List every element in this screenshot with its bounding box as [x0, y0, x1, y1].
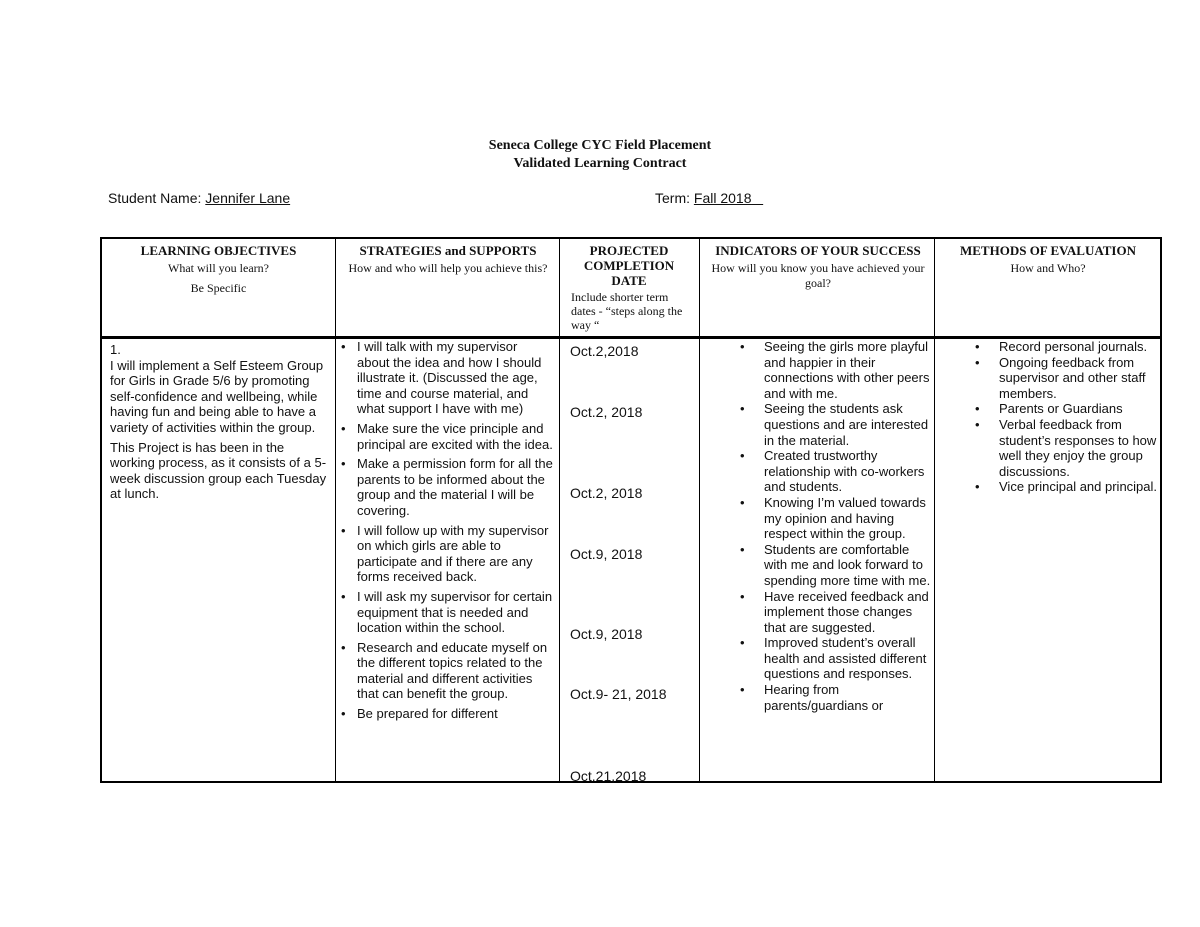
column-header-subtitle: How and Who?: [1010, 261, 1086, 275]
bullet-icon: •: [341, 706, 346, 722]
list-item: • Make sure the vice principle and principal are excited with the idea.: [341, 420, 553, 452]
student-name-value: Jennifer Lane: [205, 190, 291, 206]
column-header-subtitle: Be Specific: [190, 281, 247, 295]
bullet-icon: •: [341, 522, 346, 538]
list-item: • Created trustworthy relationship with co-workers and students.: [740, 448, 925, 495]
list-item: • Improved student’s overall health and assisted different questions and responses.: [740, 635, 927, 682]
column-header-learning-objectives: [102, 243, 335, 296]
list-item: • I will follow up with my supervisor on which girls are able to participate and if there are any forms received back.: [341, 522, 549, 585]
column-header-indicators: [705, 243, 931, 291]
column-header-note: Include shorter term dates - “steps along the way “: [571, 290, 683, 332]
indicators-list: [736, 339, 932, 713]
column-header-title: STRATEGIES and SUPPORTS: [359, 243, 537, 258]
bullet-icon: •: [341, 420, 346, 436]
student-name-field: [108, 189, 290, 207]
term-field: [655, 189, 763, 207]
objective-text: I will implement a Self Esteem Group for Girls in Grade 5/6 by promoting self-confidence and wellbeing, while having fun and being able to have a variety of activities within the group.: [110, 357, 324, 435]
list-item: • Hearing from parents/guardians or: [740, 682, 884, 713]
list-item: • Vice principal and principal.: [975, 479, 1158, 495]
list-item: • Ongoing feedback from supervisor and other staff members.: [975, 354, 1146, 401]
completion-date: Oct.2,2018: [570, 343, 639, 359]
column-divider: [335, 239, 336, 781]
term-value: Fall 2018: [693, 190, 752, 206]
completion-date: Oct.2, 2018: [570, 404, 643, 420]
column-header-completion-date: [565, 243, 693, 332]
column-divider: [699, 239, 700, 781]
column-header-subtitle: How will you know you have achieved your goal?: [711, 261, 925, 290]
completion-date: Oct.9- 21, 2018: [570, 686, 667, 702]
bullet-icon: •: [975, 479, 980, 495]
document-subtitle: Validated Learning Contract: [513, 156, 687, 171]
bullet-icon: •: [740, 448, 745, 464]
strategies-list: [337, 339, 553, 726]
column-header-strategies: [342, 243, 554, 276]
list-item: • Seeing the girls more playful and happier in their connections with other peers and with me.: [740, 339, 930, 401]
bullet-icon: •: [740, 635, 745, 651]
column-header-title: LEARNING OBJECTIVES: [140, 243, 297, 258]
bullet-icon: •: [975, 401, 980, 417]
bullet-icon: •: [740, 541, 745, 557]
bullet-icon: •: [740, 339, 745, 354]
list-item: • Students are comfortable with me and look forward to spending more time with me.: [740, 541, 931, 588]
column-header-title: INDICATORS OF YOUR SUCCESS: [715, 243, 921, 258]
bullet-icon: •: [341, 588, 346, 604]
column-header-title: METHODS OF EVALUATION: [959, 243, 1136, 258]
document-title: Seneca College CYC Field Placement: [488, 138, 712, 153]
list-item: • Record personal journals.: [975, 339, 1148, 354]
list-item: • I will ask my supervisor for certain equipment that is needed and location within the school.: [341, 588, 553, 636]
list-item: • Parents or Guardians: [975, 401, 1123, 417]
column-header-subtitle: How and who will help you achieve this?: [348, 261, 548, 275]
list-item: • Seeing the students ask questions and are interested in the material.: [740, 401, 929, 448]
list-item: • Have received feedback and implement those changes that are suggested.: [740, 588, 929, 635]
bullet-icon: •: [740, 588, 745, 604]
bullet-icon: •: [341, 639, 346, 655]
bullet-icon: •: [341, 339, 346, 354]
evaluation-methods-list: [970, 339, 1160, 495]
list-item: • Make a permission form for all the parents to be informed about the group and the material I will be covering.: [341, 456, 553, 518]
list-item: • Knowing I’m valued towards my opinion and having respect within the group.: [740, 494, 926, 542]
objective-number: 1.: [110, 342, 121, 357]
list-item: • I will talk with my supervisor about the idea and how I should illustrate it. (Discussed the age, time and course material, and what support I have with me): [341, 339, 542, 417]
bullet-icon: •: [341, 456, 346, 472]
student-name-label: Student Name:: [108, 190, 202, 206]
list-item: • Verbal feedback from student’s responses to how well they enjoy the group discussions.: [975, 416, 1157, 479]
column-divider: [934, 239, 935, 781]
column-header-title: PROJECTED COMPLETION DATE: [583, 243, 675, 288]
learning-objective-cell: [110, 342, 328, 506]
bullet-icon: •: [975, 354, 980, 370]
list-item: • Research and educate myself on the different topics related to the material and different activities that can benefit the group.: [341, 639, 548, 702]
completion-date: Oct.2, 2018: [570, 485, 643, 501]
term-label: Term:: [655, 190, 690, 206]
bullet-icon: •: [975, 339, 980, 354]
bullet-icon: •: [740, 401, 745, 417]
learning-contract-table: [100, 237, 1162, 783]
bullet-icon: •: [740, 682, 745, 698]
column-header-methods: [940, 243, 1156, 276]
objective-text: This Project is has been in the working process, as it consists of a 5-week discussion group each Tuesday at lunch.: [110, 439, 327, 502]
bullet-icon: •: [975, 416, 980, 432]
completion-date: Oct.9, 2018: [570, 626, 643, 642]
column-header-subtitle: What will you learn?: [168, 261, 269, 275]
bullet-icon: •: [740, 494, 745, 510]
completion-date: Oct.9, 2018: [570, 546, 643, 562]
completion-date: Oct.21,2018: [570, 768, 647, 784]
list-item: • Be prepared for different: [341, 706, 498, 722]
column-divider: [559, 239, 560, 781]
